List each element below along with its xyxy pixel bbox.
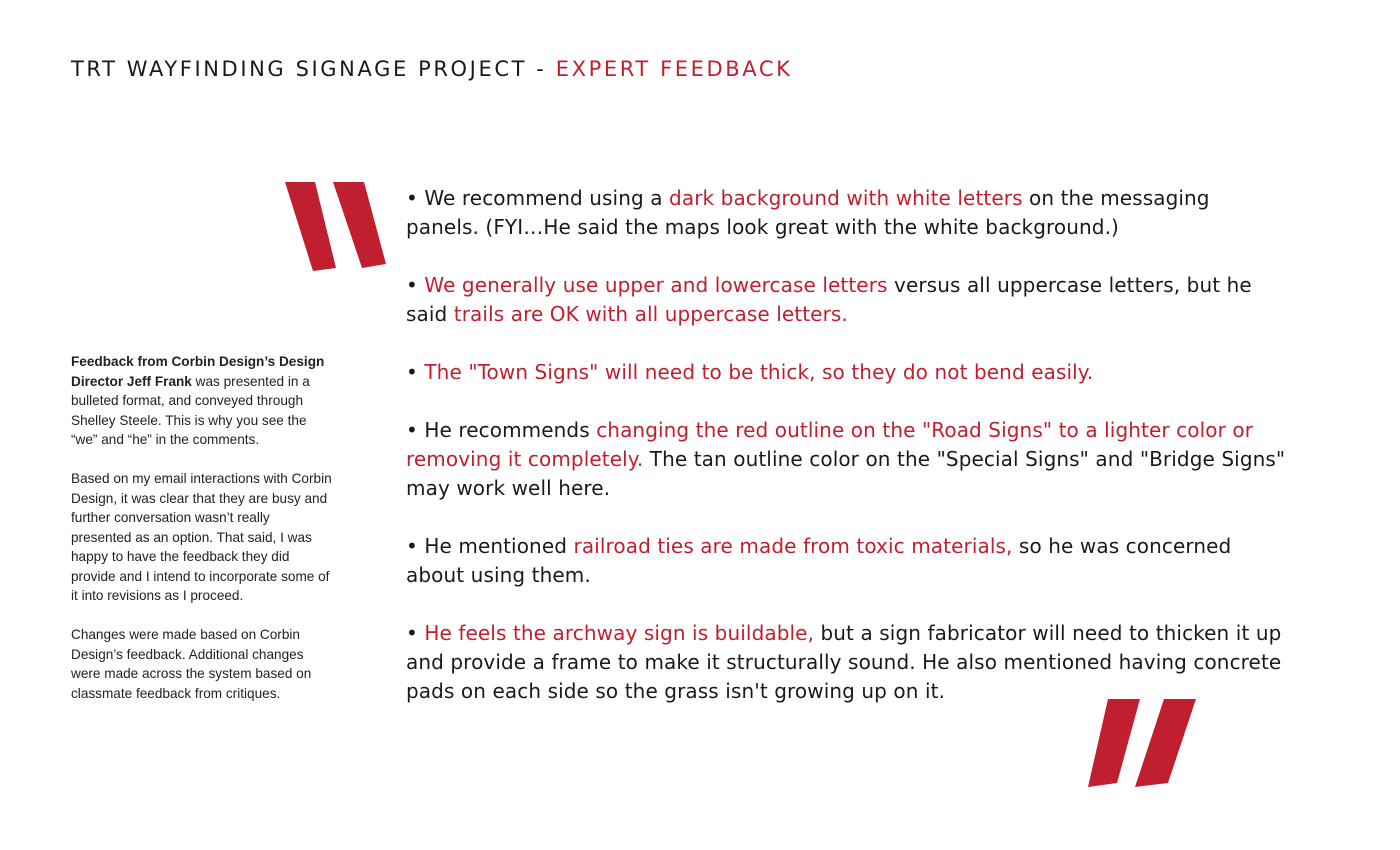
feedback-text: but a sign fabricator will need to thicken it up and provide a frame to make it structurally sound. He also mentioned having concrete pads on each side so the grass isn't growing up on it. [406,621,1282,703]
quote-close-icon [1086,697,1198,789]
feedback-item-letter-case [406,271,1286,329]
feedback-text: • [406,273,425,297]
feedback-item-dark-background [406,184,1286,242]
quote-open-icon [282,180,388,274]
side-notes [71,352,333,703]
feedback-highlight: trails are OK with all uppercase letters. [453,302,848,326]
side-note-paragraph: Based on my email interactions with Corbin Design, it was clear that they are busy and further conversation wasn’t really presented as an option. That said, I was happy to have the feedback they did provide and I intend to incorporate some of it into revisions as I proceed. [71,471,332,603]
feedback-text: • We recommend using a [406,186,670,210]
side-note-paragraph [71,352,333,450]
feedback-highlight: He feels the archway sign is buildable, [424,621,815,645]
feedback-item-railroad-ties [406,532,1286,590]
page-title-accent: EXPERT FEEDBACK [555,57,793,81]
feedback-highlight: dark background with white letters [669,186,1023,210]
side-note-bold: Feedback from Corbin Design’s Design Director Jeff Frank [71,354,325,389]
feedback-highlight: The "Town Signs" will need to be thick, so they do not bend easily. [424,360,1094,384]
feedback-text: on the messaging panels. (FYI…He said the maps look great with the white background.) [406,186,1210,239]
feedback-text: • He recommends [406,418,597,442]
feedback-highlight: changing the red outline on the "Road Signs" to a lighter color or removing it completely. [406,418,1254,471]
feedback-text: • He mentioned [406,534,574,558]
page-title [71,55,793,83]
feedback-list [406,184,1286,706]
feedback-highlight: railroad ties are made from toxic materials, [573,534,1013,558]
feedback-item-town-signs [406,358,1286,387]
feedback-text: so he was concerned about using them. [406,534,1232,587]
side-note-text: was presented in a bulleted format, and conveyed through Shelley Steele. This is why you see the “we” and “he” in the comments. [71,373,310,447]
feedback-text: • [406,621,425,645]
page-title-main: TRT WAYFINDING SIGNAGE PROJECT - [71,57,556,81]
feedback-highlight: We generally use upper and lowercase letters [424,273,888,297]
feedback-item-road-signs-outline [406,416,1286,503]
feedback-item-archway-sign [406,619,1286,706]
feedback-text: The tan outline color on the "Special Signs" and "Bridge Signs" may work well here. [406,447,1286,500]
feedback-text: • [406,360,425,384]
side-note-paragraph: Changes were made based on Corbin Design’s feedback. Additional changes were made across the system based on classmate feedback from critiques. [71,627,312,701]
feedback-text: versus all uppercase letters, but he said [406,273,1252,326]
